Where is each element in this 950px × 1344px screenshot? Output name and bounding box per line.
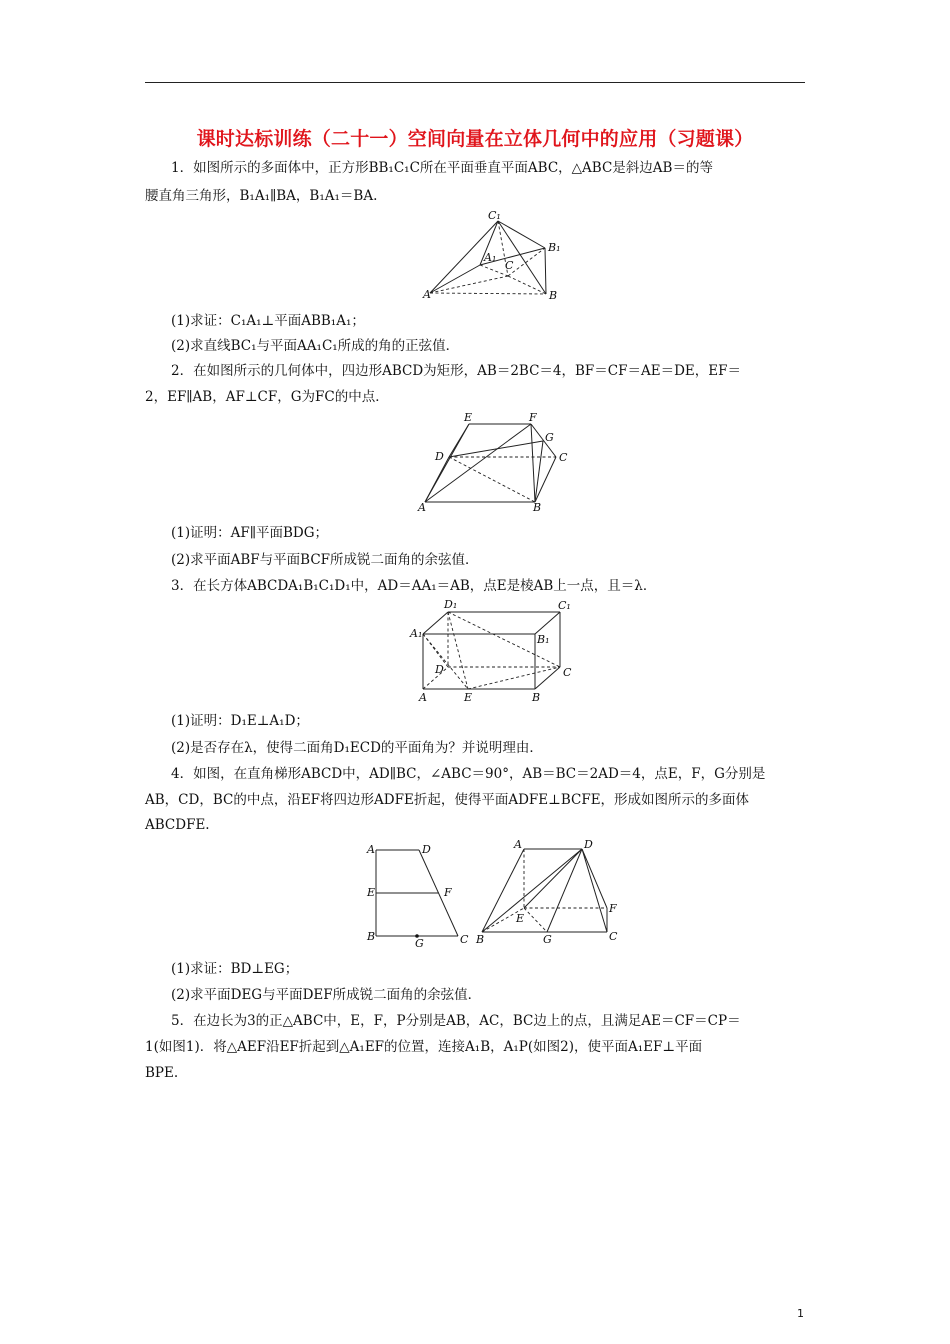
edge-d-c bbox=[582, 849, 607, 932]
problem-1-line-1: 1．如图所示的多面体中，正方形BB₁C₁C所在平面垂直平面ABC，△ABC是斜边AB＝的等 bbox=[171, 160, 713, 176]
problem-5-line-3: BPE. bbox=[145, 1065, 179, 1081]
label-a: A bbox=[367, 843, 375, 856]
problem-4-line-2: AB，CD，BC的中点，沿EF将四边形ADFE折起，使得平面ADFE⊥BCFE，形成如图所示的多面体 bbox=[145, 792, 750, 808]
page-number: 1 bbox=[797, 1307, 804, 1320]
problem-1-line-2: 腰直角三角形，B₁A₁∥BA，B₁A₁＝BA. bbox=[145, 188, 378, 204]
edge-b-f bbox=[531, 424, 535, 502]
figure-4-polyhedron bbox=[472, 836, 622, 948]
label-b: B bbox=[533, 501, 542, 514]
label-d: D bbox=[584, 838, 593, 851]
edge-a-a1 bbox=[430, 265, 480, 293]
label-a: A bbox=[423, 288, 431, 301]
label-f: F bbox=[609, 902, 617, 915]
label-c: C bbox=[609, 930, 618, 943]
label-a1: A₁ bbox=[484, 251, 497, 264]
problem-3-line-1: 3．在长方体ABCDA₁B₁C₁D₁中，AD＝AA₁＝AB，点E是棱AB上一点，且＝λ． bbox=[171, 578, 657, 594]
page-title: 课时达标训练（二十一）空间向量在立体几何中的应用（习题课） bbox=[196, 128, 754, 150]
edge-e-d bbox=[524, 849, 582, 908]
label-c: C bbox=[559, 451, 568, 464]
label-b: B bbox=[367, 930, 376, 943]
edge-d-b bbox=[449, 457, 535, 502]
label-e: E bbox=[516, 912, 525, 925]
figure-2-polyhedron bbox=[413, 411, 578, 513]
problem-4-question-2: (2)求平面DEG与平面DEF所成锐二面角的余弦值． bbox=[171, 987, 482, 1003]
problem-4-line-1: 4．如图，在直角梯形ABCD中，AD∥BC，∠ABC＝90°，AB＝BC＝2AD＝4，点E，F，G分别是 bbox=[171, 766, 766, 782]
edge-a-b bbox=[430, 293, 546, 294]
label-d: D bbox=[435, 663, 444, 676]
edge-a1-c bbox=[480, 265, 508, 276]
edge-a-c bbox=[430, 276, 508, 293]
problem-3-question-2: (2)是否存在λ，使得二面角D₁ECD的平面角为？并说明理由． bbox=[171, 740, 543, 756]
label-g: G bbox=[543, 933, 552, 946]
label-c: C bbox=[460, 933, 469, 946]
edge-c1-b1 bbox=[498, 221, 545, 248]
label-a: A bbox=[514, 838, 522, 851]
problem-4-question-1: (1)求证：BD⊥EG； bbox=[171, 961, 299, 977]
label-b1: B₁ bbox=[548, 241, 561, 254]
label-a: A bbox=[418, 501, 426, 514]
figure-4-trapezoid bbox=[362, 840, 472, 948]
label-b: B bbox=[532, 691, 541, 704]
problem-2-question-2: (2)求平面ABF与平面BCF所成锐二面角的余弦值． bbox=[171, 552, 479, 568]
problem-3-question-1: (1)证明：D₁E⊥A₁D； bbox=[171, 713, 309, 729]
label-c: C bbox=[563, 666, 572, 679]
label-c: C bbox=[505, 259, 514, 272]
label-b1: B₁ bbox=[537, 633, 550, 646]
edge-a-f bbox=[425, 424, 531, 502]
edge-b-c bbox=[535, 667, 560, 689]
edge-b1-c1 bbox=[535, 612, 560, 634]
edge-a-e bbox=[425, 424, 469, 502]
edge-b1-b bbox=[545, 248, 546, 294]
label-d: D bbox=[422, 843, 431, 856]
edge-b-d bbox=[482, 849, 582, 932]
label-d: D bbox=[435, 450, 444, 463]
figure-1-polyhedron bbox=[420, 208, 570, 300]
label-f: F bbox=[529, 411, 537, 424]
label-a: A bbox=[419, 691, 427, 704]
edge-c-b1 bbox=[508, 248, 545, 276]
edge-a1-d1 bbox=[423, 612, 448, 634]
edge-g-d bbox=[547, 849, 582, 932]
header-rule bbox=[145, 82, 805, 83]
label-c1: C₁ bbox=[558, 599, 571, 612]
problem-2-line-2: 2，EF∥AB，AF⊥CF，G为FC的中点． bbox=[145, 389, 389, 405]
problem-5-line-1: 5．在边长为3的正△ABC中，E，F，P分别是AB，AC，BC边上的点，且满足AE＝CF＝CP＝ bbox=[171, 1013, 741, 1029]
edge-d-f bbox=[582, 849, 607, 908]
label-e: E bbox=[464, 691, 473, 704]
edge-e-c bbox=[468, 667, 560, 689]
label-f: F bbox=[444, 886, 452, 899]
label-e: E bbox=[464, 411, 473, 424]
figure-3-cuboid bbox=[410, 597, 575, 705]
label-d1: D₁ bbox=[444, 598, 458, 611]
problem-2-line-1: 2．在如图所示的几何体中，四边形ABCD为矩形，AB＝2BC＝4，BF＝CF＝AE＝DE，EF＝ bbox=[171, 363, 741, 379]
label-g: G bbox=[545, 431, 554, 444]
problem-1-question-1: (1)求证：C₁A₁⊥平面ABB₁A₁； bbox=[171, 313, 365, 329]
label-b: B bbox=[549, 289, 558, 302]
problem-4-line-3: ABCDFE. bbox=[145, 817, 210, 833]
label-e: E bbox=[367, 886, 376, 899]
problem-1-question-2: (2)求直线BC₁与平面AA₁C₁所成的角的正弦值． bbox=[171, 338, 460, 354]
label-a1: A₁ bbox=[410, 627, 423, 640]
problem-2-question-1: (1)证明：AF∥平面BDG； bbox=[171, 525, 329, 541]
label-c1: C₁ bbox=[488, 209, 501, 222]
edge-e-g bbox=[524, 908, 547, 932]
problem-5-line-2: 1(如图1)．将△AEF沿EF折起到△A₁EF的位置，连接A₁B，A₁P(如图2)，使平面A₁EF⊥平面 bbox=[145, 1039, 703, 1055]
edge-d-g bbox=[449, 441, 543, 457]
label-g: G bbox=[415, 937, 424, 950]
edge-c1-b bbox=[498, 221, 546, 294]
label-b: B bbox=[476, 933, 485, 946]
